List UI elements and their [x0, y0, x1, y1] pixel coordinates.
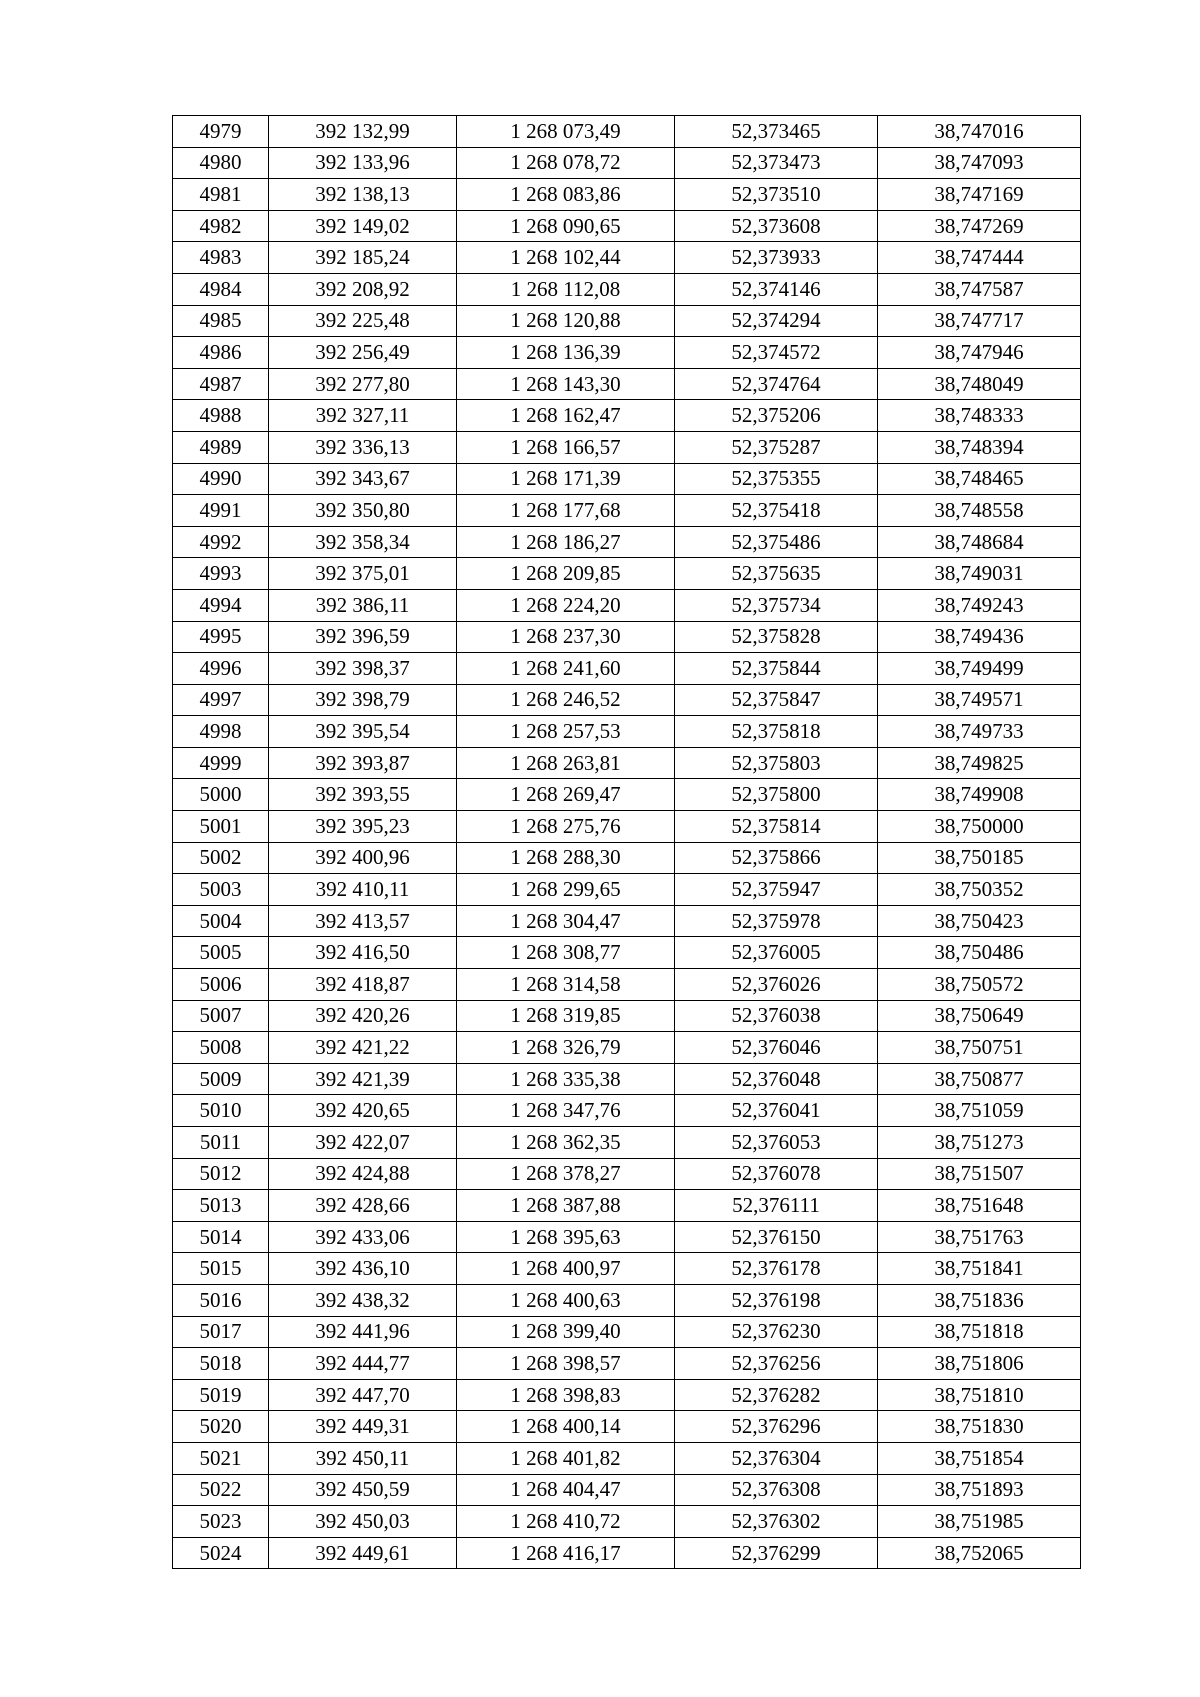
- y-coordinate-cell: 1 268 209,85: [457, 558, 675, 590]
- latitude-cell: 52,375734: [675, 589, 878, 621]
- point-number-cell: 5011: [173, 1127, 269, 1159]
- y-coordinate-cell: 1 268 299,65: [457, 874, 675, 906]
- table-row: [173, 337, 1081, 369]
- table-row: [173, 210, 1081, 242]
- x-coordinate-cell: 392 375,01: [269, 558, 457, 590]
- table-row: [173, 305, 1081, 337]
- latitude-cell: 52,376296: [675, 1411, 878, 1443]
- table-row: [173, 273, 1081, 305]
- longitude-cell: 38,749908: [878, 779, 1081, 811]
- latitude-cell: 52,375355: [675, 463, 878, 495]
- longitude-cell: 38,752065: [878, 1537, 1081, 1569]
- longitude-cell: 38,750185: [878, 842, 1081, 874]
- x-coordinate-cell: 392 395,23: [269, 811, 457, 843]
- x-coordinate-cell: 392 422,07: [269, 1127, 457, 1159]
- x-coordinate-cell: 392 133,96: [269, 147, 457, 179]
- y-coordinate-cell: 1 268 362,35: [457, 1127, 675, 1159]
- table-row: [173, 1190, 1081, 1222]
- point-number-cell: 5022: [173, 1474, 269, 1506]
- longitude-cell: 38,750352: [878, 874, 1081, 906]
- y-coordinate-cell: 1 268 237,30: [457, 621, 675, 653]
- table-row: [173, 400, 1081, 432]
- table-row: [173, 811, 1081, 843]
- latitude-cell: 52,376038: [675, 1000, 878, 1032]
- x-coordinate-cell: 392 421,22: [269, 1032, 457, 1064]
- coordinates-table: [172, 115, 1081, 1569]
- longitude-cell: 38,750649: [878, 1000, 1081, 1032]
- longitude-cell: 38,748049: [878, 368, 1081, 400]
- point-number-cell: 4990: [173, 463, 269, 495]
- table-row: [173, 1253, 1081, 1285]
- x-coordinate-cell: 392 393,55: [269, 779, 457, 811]
- y-coordinate-cell: 1 268 102,44: [457, 242, 675, 274]
- x-coordinate-cell: 392 418,87: [269, 969, 457, 1001]
- longitude-cell: 38,751836: [878, 1284, 1081, 1316]
- table-row: [173, 621, 1081, 653]
- longitude-cell: 38,749436: [878, 621, 1081, 653]
- point-number-cell: 4991: [173, 495, 269, 527]
- longitude-cell: 38,751854: [878, 1442, 1081, 1474]
- x-coordinate-cell: 392 436,10: [269, 1253, 457, 1285]
- longitude-cell: 38,750751: [878, 1032, 1081, 1064]
- x-coordinate-cell: 392 413,57: [269, 905, 457, 937]
- y-coordinate-cell: 1 268 398,83: [457, 1379, 675, 1411]
- x-coordinate-cell: 392 132,99: [269, 116, 457, 148]
- longitude-cell: 38,747169: [878, 179, 1081, 211]
- table-row: [173, 653, 1081, 685]
- latitude-cell: 52,376304: [675, 1442, 878, 1474]
- point-number-cell: 4994: [173, 589, 269, 621]
- y-coordinate-cell: 1 268 400,97: [457, 1253, 675, 1285]
- x-coordinate-cell: 392 393,87: [269, 747, 457, 779]
- y-coordinate-cell: 1 268 288,30: [457, 842, 675, 874]
- latitude-cell: 52,375847: [675, 684, 878, 716]
- table-row: [173, 1411, 1081, 1443]
- longitude-cell: 38,749571: [878, 684, 1081, 716]
- point-number-cell: 4982: [173, 210, 269, 242]
- point-number-cell: 4980: [173, 147, 269, 179]
- point-number-cell: 5013: [173, 1190, 269, 1222]
- x-coordinate-cell: 392 444,77: [269, 1348, 457, 1380]
- longitude-cell: 38,747587: [878, 273, 1081, 305]
- longitude-cell: 38,749733: [878, 716, 1081, 748]
- latitude-cell: 52,376299: [675, 1537, 878, 1569]
- longitude-cell: 38,751830: [878, 1411, 1081, 1443]
- x-coordinate-cell: 392 358,34: [269, 526, 457, 558]
- latitude-cell: 52,376048: [675, 1063, 878, 1095]
- point-number-cell: 4999: [173, 747, 269, 779]
- table-row: [173, 242, 1081, 274]
- table-row: [173, 1379, 1081, 1411]
- point-number-cell: 5002: [173, 842, 269, 874]
- point-number-cell: 5020: [173, 1411, 269, 1443]
- x-coordinate-cell: 392 450,11: [269, 1442, 457, 1474]
- table-row: [173, 179, 1081, 211]
- y-coordinate-cell: 1 268 387,88: [457, 1190, 675, 1222]
- latitude-cell: 52,375844: [675, 653, 878, 685]
- latitude-cell: 52,376150: [675, 1221, 878, 1253]
- table-row: [173, 526, 1081, 558]
- table-row: [173, 747, 1081, 779]
- longitude-cell: 38,749825: [878, 747, 1081, 779]
- table-row: [173, 1095, 1081, 1127]
- table-row: [173, 1537, 1081, 1569]
- y-coordinate-cell: 1 268 400,14: [457, 1411, 675, 1443]
- x-coordinate-cell: 392 400,96: [269, 842, 457, 874]
- y-coordinate-cell: 1 268 162,47: [457, 400, 675, 432]
- y-coordinate-cell: 1 268 399,40: [457, 1316, 675, 1348]
- latitude-cell: 52,376046: [675, 1032, 878, 1064]
- y-coordinate-cell: 1 268 073,49: [457, 116, 675, 148]
- latitude-cell: 52,374146: [675, 273, 878, 305]
- x-coordinate-cell: 392 395,54: [269, 716, 457, 748]
- longitude-cell: 38,747717: [878, 305, 1081, 337]
- latitude-cell: 52,376302: [675, 1506, 878, 1538]
- y-coordinate-cell: 1 268 143,30: [457, 368, 675, 400]
- point-number-cell: 5010: [173, 1095, 269, 1127]
- longitude-cell: 38,748333: [878, 400, 1081, 432]
- x-coordinate-cell: 392 208,92: [269, 273, 457, 305]
- longitude-cell: 38,751648: [878, 1190, 1081, 1222]
- longitude-cell: 38,749031: [878, 558, 1081, 590]
- longitude-cell: 38,748684: [878, 526, 1081, 558]
- point-number-cell: 5019: [173, 1379, 269, 1411]
- point-number-cell: 5023: [173, 1506, 269, 1538]
- x-coordinate-cell: 392 449,61: [269, 1537, 457, 1569]
- latitude-cell: 52,373473: [675, 147, 878, 179]
- latitude-cell: 52,376053: [675, 1127, 878, 1159]
- longitude-cell: 38,751059: [878, 1095, 1081, 1127]
- point-number-cell: 5021: [173, 1442, 269, 1474]
- table-row: [173, 1032, 1081, 1064]
- y-coordinate-cell: 1 268 404,47: [457, 1474, 675, 1506]
- x-coordinate-cell: 392 424,88: [269, 1158, 457, 1190]
- table-row: [173, 716, 1081, 748]
- point-number-cell: 4992: [173, 526, 269, 558]
- x-coordinate-cell: 392 398,37: [269, 653, 457, 685]
- table-row: [173, 1284, 1081, 1316]
- x-coordinate-cell: 392 450,03: [269, 1506, 457, 1538]
- table-row: [173, 842, 1081, 874]
- x-coordinate-cell: 392 449,31: [269, 1411, 457, 1443]
- y-coordinate-cell: 1 268 263,81: [457, 747, 675, 779]
- x-coordinate-cell: 392 438,32: [269, 1284, 457, 1316]
- point-number-cell: 4987: [173, 368, 269, 400]
- longitude-cell: 38,749243: [878, 589, 1081, 621]
- y-coordinate-cell: 1 268 177,68: [457, 495, 675, 527]
- y-coordinate-cell: 1 268 112,08: [457, 273, 675, 305]
- longitude-cell: 38,751810: [878, 1379, 1081, 1411]
- longitude-cell: 38,751818: [878, 1316, 1081, 1348]
- y-coordinate-cell: 1 268 171,39: [457, 463, 675, 495]
- x-coordinate-cell: 392 336,13: [269, 431, 457, 463]
- y-coordinate-cell: 1 268 275,76: [457, 811, 675, 843]
- latitude-cell: 52,374572: [675, 337, 878, 369]
- point-number-cell: 4983: [173, 242, 269, 274]
- x-coordinate-cell: 392 185,24: [269, 242, 457, 274]
- table-row: [173, 684, 1081, 716]
- latitude-cell: 52,376282: [675, 1379, 878, 1411]
- y-coordinate-cell: 1 268 078,72: [457, 147, 675, 179]
- x-coordinate-cell: 392 343,67: [269, 463, 457, 495]
- latitude-cell: 52,376041: [675, 1095, 878, 1127]
- longitude-cell: 38,747016: [878, 116, 1081, 148]
- point-number-cell: 4995: [173, 621, 269, 653]
- y-coordinate-cell: 1 268 335,38: [457, 1063, 675, 1095]
- coordinates-table-body: [173, 116, 1081, 1569]
- table-row: [173, 905, 1081, 937]
- latitude-cell: 52,375947: [675, 874, 878, 906]
- latitude-cell: 52,374294: [675, 305, 878, 337]
- table-row: [173, 589, 1081, 621]
- point-number-cell: 4989: [173, 431, 269, 463]
- table-row: [173, 1158, 1081, 1190]
- latitude-cell: 52,373933: [675, 242, 878, 274]
- x-coordinate-cell: 392 421,39: [269, 1063, 457, 1095]
- longitude-cell: 38,748394: [878, 431, 1081, 463]
- latitude-cell: 52,376178: [675, 1253, 878, 1285]
- point-number-cell: 5004: [173, 905, 269, 937]
- point-number-cell: 5001: [173, 811, 269, 843]
- longitude-cell: 38,751985: [878, 1506, 1081, 1538]
- point-number-cell: 4981: [173, 179, 269, 211]
- longitude-cell: 38,747444: [878, 242, 1081, 274]
- x-coordinate-cell: 392 433,06: [269, 1221, 457, 1253]
- y-coordinate-cell: 1 268 246,52: [457, 684, 675, 716]
- latitude-cell: 52,375486: [675, 526, 878, 558]
- longitude-cell: 38,751763: [878, 1221, 1081, 1253]
- longitude-cell: 38,750572: [878, 969, 1081, 1001]
- longitude-cell: 38,747269: [878, 210, 1081, 242]
- point-number-cell: 4984: [173, 273, 269, 305]
- y-coordinate-cell: 1 268 416,17: [457, 1537, 675, 1569]
- latitude-cell: 52,375635: [675, 558, 878, 590]
- latitude-cell: 52,376308: [675, 1474, 878, 1506]
- table-row: [173, 495, 1081, 527]
- x-coordinate-cell: 392 450,59: [269, 1474, 457, 1506]
- table-row: [173, 1316, 1081, 1348]
- y-coordinate-cell: 1 268 308,77: [457, 937, 675, 969]
- y-coordinate-cell: 1 268 304,47: [457, 905, 675, 937]
- longitude-cell: 38,750423: [878, 905, 1081, 937]
- latitude-cell: 52,376005: [675, 937, 878, 969]
- y-coordinate-cell: 1 268 401,82: [457, 1442, 675, 1474]
- x-coordinate-cell: 392 398,79: [269, 684, 457, 716]
- latitude-cell: 52,375800: [675, 779, 878, 811]
- table-row: [173, 368, 1081, 400]
- point-number-cell: 5007: [173, 1000, 269, 1032]
- point-number-cell: 5016: [173, 1284, 269, 1316]
- table-row: [173, 147, 1081, 179]
- table-row: [173, 1221, 1081, 1253]
- y-coordinate-cell: 1 268 326,79: [457, 1032, 675, 1064]
- point-number-cell: 4988: [173, 400, 269, 432]
- x-coordinate-cell: 392 420,65: [269, 1095, 457, 1127]
- longitude-cell: 38,751841: [878, 1253, 1081, 1285]
- latitude-cell: 52,375418: [675, 495, 878, 527]
- table-row: [173, 463, 1081, 495]
- latitude-cell: 52,375866: [675, 842, 878, 874]
- longitude-cell: 38,748465: [878, 463, 1081, 495]
- table-row: [173, 1063, 1081, 1095]
- point-number-cell: 4998: [173, 716, 269, 748]
- table-row: [173, 1127, 1081, 1159]
- y-coordinate-cell: 1 268 378,27: [457, 1158, 675, 1190]
- y-coordinate-cell: 1 268 166,57: [457, 431, 675, 463]
- longitude-cell: 38,751893: [878, 1474, 1081, 1506]
- latitude-cell: 52,375814: [675, 811, 878, 843]
- point-number-cell: 5008: [173, 1032, 269, 1064]
- table-row: [173, 937, 1081, 969]
- point-number-cell: 4993: [173, 558, 269, 590]
- y-coordinate-cell: 1 268 395,63: [457, 1221, 675, 1253]
- y-coordinate-cell: 1 268 400,63: [457, 1284, 675, 1316]
- point-number-cell: 5017: [173, 1316, 269, 1348]
- latitude-cell: 52,375287: [675, 431, 878, 463]
- latitude-cell: 52,376230: [675, 1316, 878, 1348]
- latitude-cell: 52,375206: [675, 400, 878, 432]
- table-row: [173, 1506, 1081, 1538]
- y-coordinate-cell: 1 268 319,85: [457, 1000, 675, 1032]
- y-coordinate-cell: 1 268 136,39: [457, 337, 675, 369]
- y-coordinate-cell: 1 268 398,57: [457, 1348, 675, 1380]
- x-coordinate-cell: 392 428,66: [269, 1190, 457, 1222]
- latitude-cell: 52,373608: [675, 210, 878, 242]
- table-row: [173, 1000, 1081, 1032]
- table-row: [173, 116, 1081, 148]
- latitude-cell: 52,376078: [675, 1158, 878, 1190]
- y-coordinate-cell: 1 268 241,60: [457, 653, 675, 685]
- longitude-cell: 38,750000: [878, 811, 1081, 843]
- point-number-cell: 5009: [173, 1063, 269, 1095]
- table-row: [173, 1474, 1081, 1506]
- x-coordinate-cell: 392 396,59: [269, 621, 457, 653]
- x-coordinate-cell: 392 256,49: [269, 337, 457, 369]
- point-number-cell: 4985: [173, 305, 269, 337]
- x-coordinate-cell: 392 149,02: [269, 210, 457, 242]
- x-coordinate-cell: 392 277,80: [269, 368, 457, 400]
- longitude-cell: 38,750877: [878, 1063, 1081, 1095]
- latitude-cell: 52,376026: [675, 969, 878, 1001]
- latitude-cell: 52,375818: [675, 716, 878, 748]
- latitude-cell: 52,376256: [675, 1348, 878, 1380]
- point-number-cell: 5014: [173, 1221, 269, 1253]
- x-coordinate-cell: 392 138,13: [269, 179, 457, 211]
- x-coordinate-cell: 392 420,26: [269, 1000, 457, 1032]
- latitude-cell: 52,375978: [675, 905, 878, 937]
- x-coordinate-cell: 392 441,96: [269, 1316, 457, 1348]
- y-coordinate-cell: 1 268 090,65: [457, 210, 675, 242]
- y-coordinate-cell: 1 268 257,53: [457, 716, 675, 748]
- latitude-cell: 52,375828: [675, 621, 878, 653]
- point-number-cell: 5012: [173, 1158, 269, 1190]
- y-coordinate-cell: 1 268 269,47: [457, 779, 675, 811]
- longitude-cell: 38,748558: [878, 495, 1081, 527]
- table-row: [173, 558, 1081, 590]
- longitude-cell: 38,747093: [878, 147, 1081, 179]
- table-row: [173, 969, 1081, 1001]
- x-coordinate-cell: 392 327,11: [269, 400, 457, 432]
- x-coordinate-cell: 392 410,11: [269, 874, 457, 906]
- table-row: [173, 779, 1081, 811]
- y-coordinate-cell: 1 268 410,72: [457, 1506, 675, 1538]
- longitude-cell: 38,747946: [878, 337, 1081, 369]
- table-row: [173, 874, 1081, 906]
- table-row: [173, 1442, 1081, 1474]
- latitude-cell: 52,373510: [675, 179, 878, 211]
- point-number-cell: 4986: [173, 337, 269, 369]
- y-coordinate-cell: 1 268 347,76: [457, 1095, 675, 1127]
- longitude-cell: 38,749499: [878, 653, 1081, 685]
- point-number-cell: 5018: [173, 1348, 269, 1380]
- longitude-cell: 38,751507: [878, 1158, 1081, 1190]
- y-coordinate-cell: 1 268 224,20: [457, 589, 675, 621]
- longitude-cell: 38,751273: [878, 1127, 1081, 1159]
- y-coordinate-cell: 1 268 083,86: [457, 179, 675, 211]
- latitude-cell: 52,376198: [675, 1284, 878, 1316]
- point-number-cell: 5006: [173, 969, 269, 1001]
- latitude-cell: 52,375803: [675, 747, 878, 779]
- latitude-cell: 52,374764: [675, 368, 878, 400]
- table-row: [173, 431, 1081, 463]
- point-number-cell: 5005: [173, 937, 269, 969]
- point-number-cell: 4997: [173, 684, 269, 716]
- y-coordinate-cell: 1 268 186,27: [457, 526, 675, 558]
- latitude-cell: 52,373465: [675, 116, 878, 148]
- longitude-cell: 38,750486: [878, 937, 1081, 969]
- x-coordinate-cell: 392 350,80: [269, 495, 457, 527]
- x-coordinate-cell: 392 416,50: [269, 937, 457, 969]
- point-number-cell: 5000: [173, 779, 269, 811]
- y-coordinate-cell: 1 268 120,88: [457, 305, 675, 337]
- point-number-cell: 4979: [173, 116, 269, 148]
- x-coordinate-cell: 392 225,48: [269, 305, 457, 337]
- x-coordinate-cell: 392 386,11: [269, 589, 457, 621]
- point-number-cell: 5003: [173, 874, 269, 906]
- y-coordinate-cell: 1 268 314,58: [457, 969, 675, 1001]
- point-number-cell: 4996: [173, 653, 269, 685]
- longitude-cell: 38,751806: [878, 1348, 1081, 1380]
- latitude-cell: 52,376111: [675, 1190, 878, 1222]
- point-number-cell: 5015: [173, 1253, 269, 1285]
- point-number-cell: 5024: [173, 1537, 269, 1569]
- table-row: [173, 1348, 1081, 1380]
- x-coordinate-cell: 392 447,70: [269, 1379, 457, 1411]
